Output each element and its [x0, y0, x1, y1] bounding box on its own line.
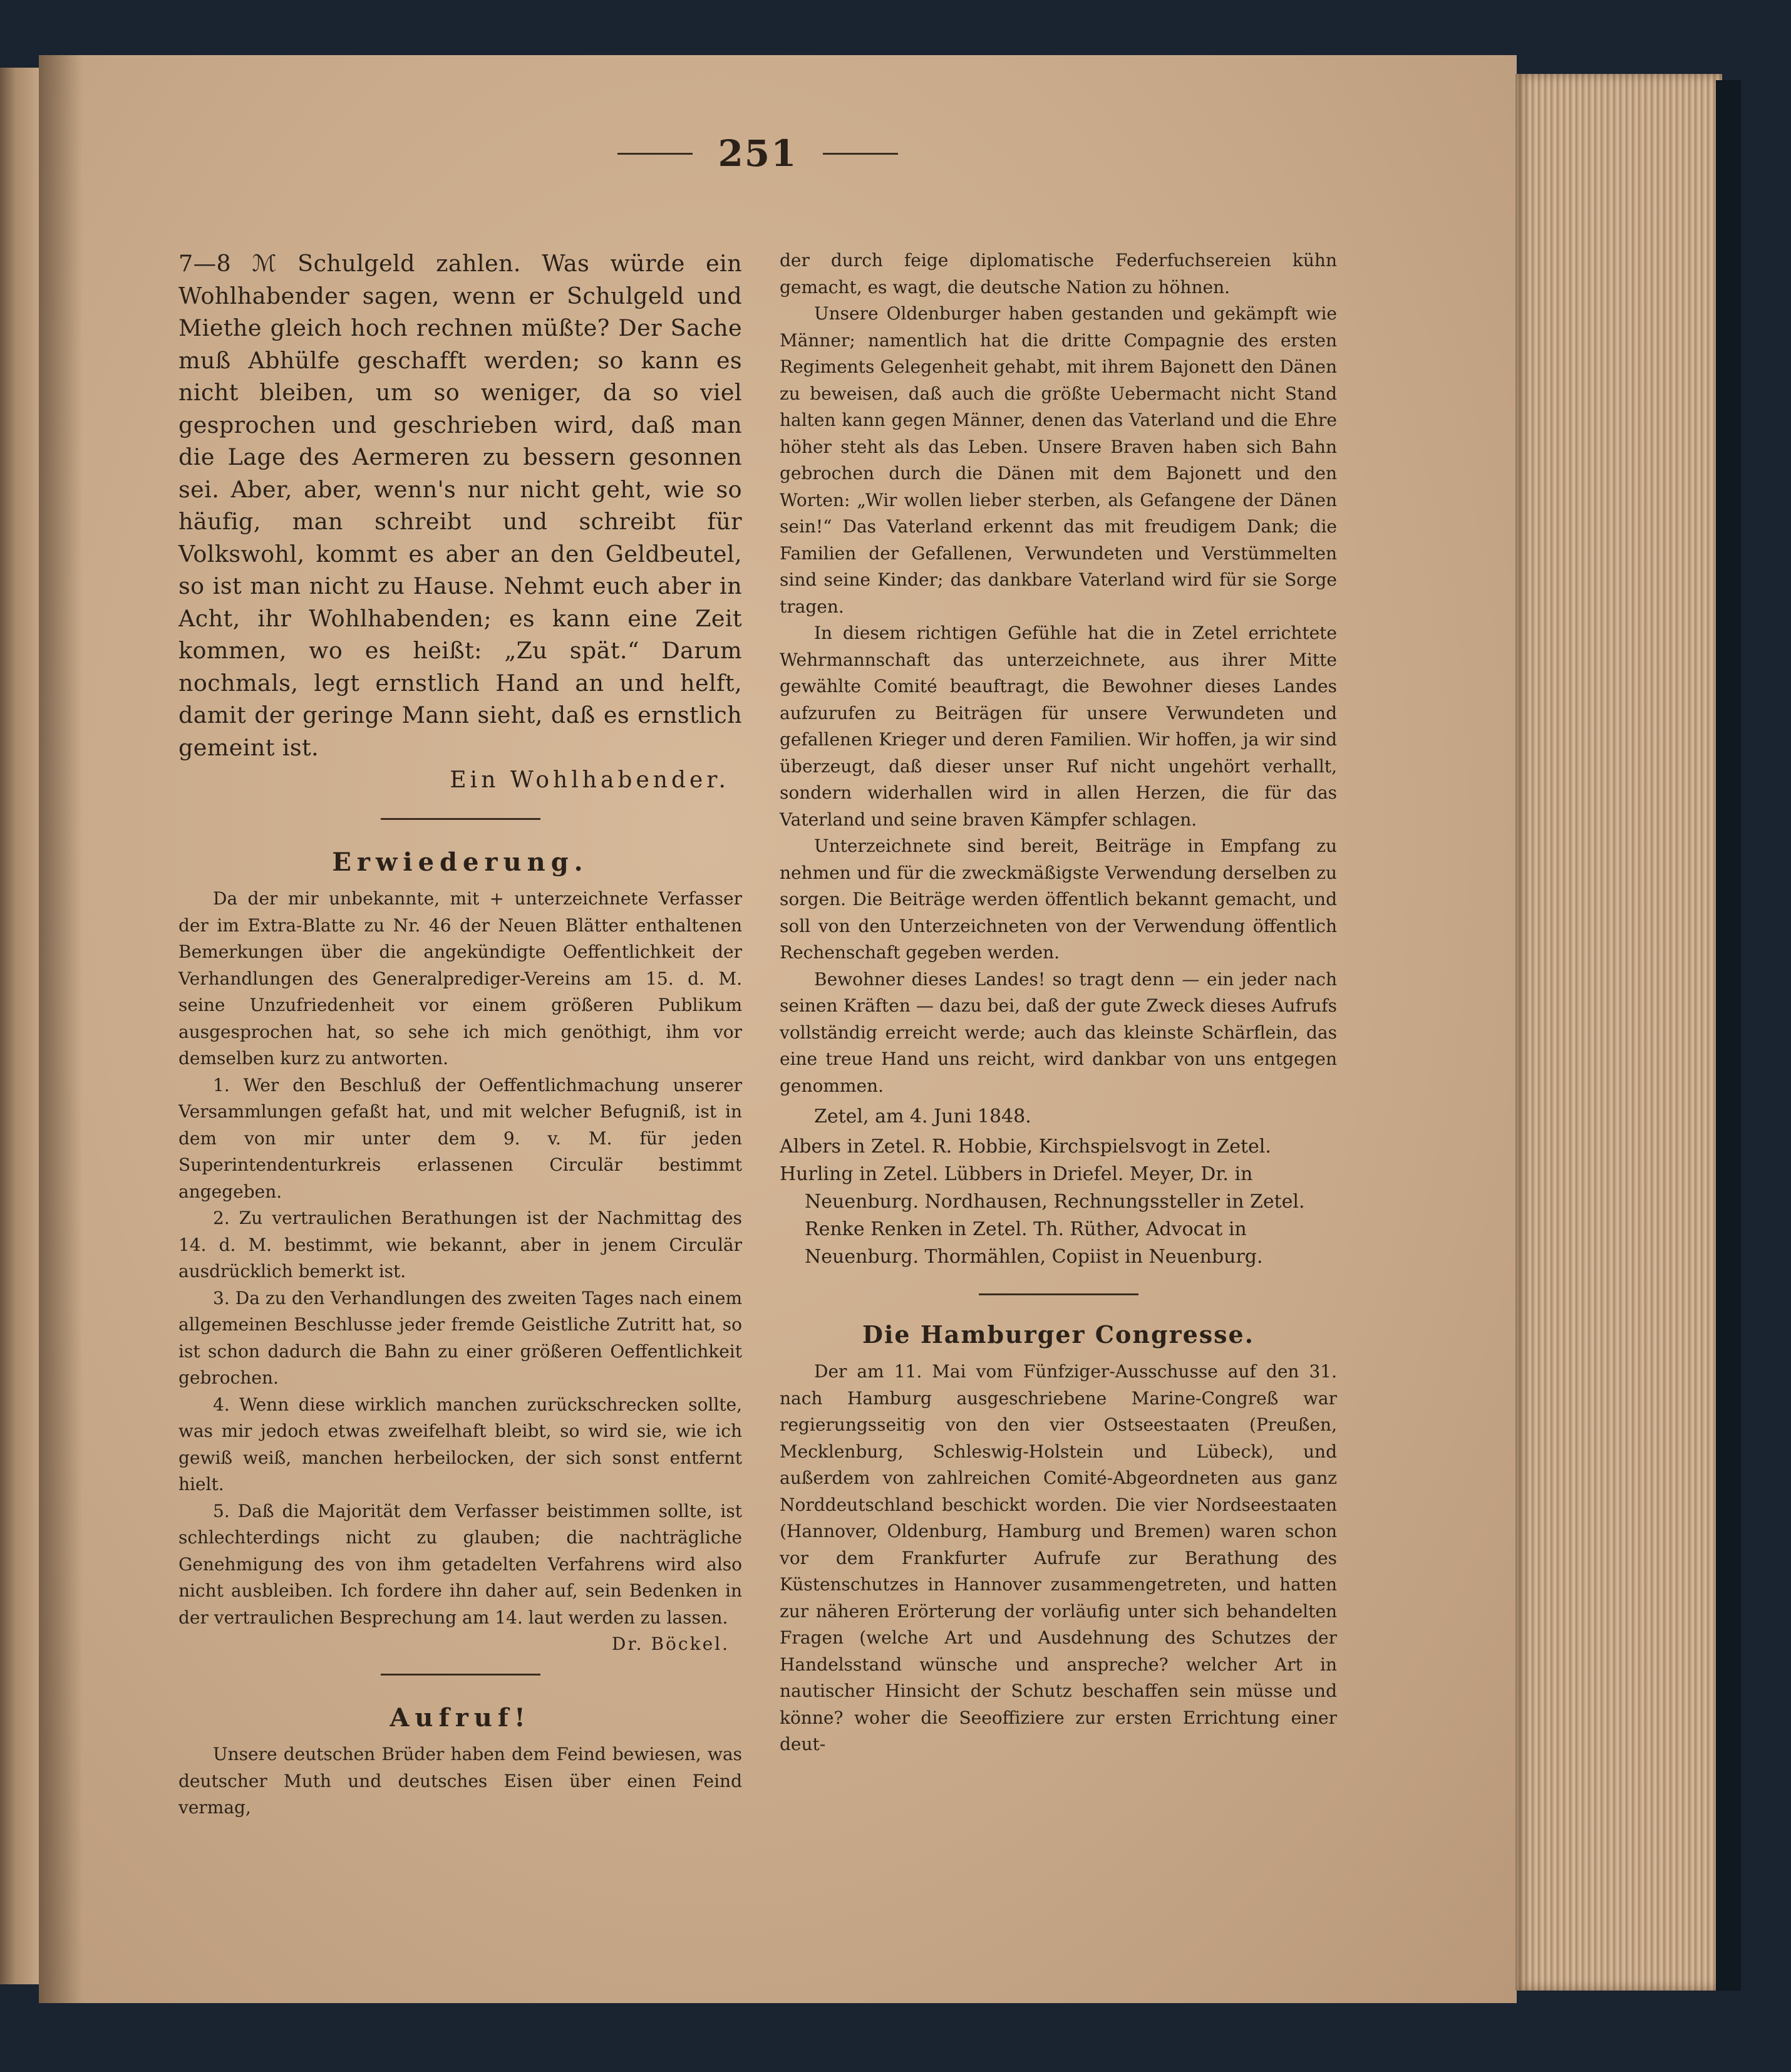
erwiederung-article: [178, 886, 742, 1657]
aufruf-oldenburger-paragraph: Unsere Oldenburger haben gestanden und gekämpft wie Männer; namentlich hat die dritte Compagnie des ersten Regiments Gelegenheit gehabt, mit ihrem Bajonett den Dänen zu beweisen, daß auch die größte Uebermacht nicht Stand halten kann gegen Männer, denen das Vaterland und die Ehre höher steht als das Leben. Unsere Braven haben sich Bahn gebrochen durch die Dänen mit dem Bajonett und den Worten: „Wir wollen lieber sterben, als Gefangene der Dänen sein!“ Das Vaterland erkennt das mit freudigem Dank; die Familien der Gefallenen, Verwundeten und Verstümmelten sind seine Kinder; das dankbare Vaterland wird für sie Sorge tragen.: [780, 303, 1337, 617]
aufruf-article-start: [178, 1741, 742, 1821]
book-gutter-shadow: [39, 55, 83, 2003]
aufruf-gefuehl-paragraph: In diesem richtigen Gefühle hat die in Zetel errichtete Wehrmannschaft das unterzeichnete, aus ihrer Mitte gewählte Comité beauftragt, die Bewohner dieses Landes aufzurufen zu Beiträgen für unsere Verwundeten und gefallenen Krieger und deren Familien. Wir hoffen, ja wir sind überzeugt, daß dieser unser Ruf nicht ungehört verhallt, sondern widerhallen wird in allen Herzen, die für das Vaterland und seine braven Kämpfer schlagen.: [780, 623, 1337, 830]
left-column: [178, 247, 742, 1821]
aufruf-article-continued: [780, 247, 1337, 1099]
opening-article: [178, 247, 742, 793]
aufruf-signatories: [780, 1133, 1337, 1271]
erwiederung-intro: Da der mir unbekannte, mit + unterzeichnete Verfasser der im Extra-Blatte zu Nr. 46 der Neuen Blätter enthaltenen Bemerkungen über die angekündigte Oeffentlichkeit der Verhandlungen des Generalprediger-Vereins am 15. d. M. seine Unzufriedenheit vor einem größeren Publikum ausgesprochen hat, so sehe ich mich genöthigt, ihm vor demselben kurz zu antworten.: [178, 888, 742, 1069]
book-cover-edge: [1716, 80, 1741, 1991]
aufruf-beitraege-paragraph: Unterzeichnete sind bereit, Beiträge in Empfang zu nehmen und für die zweckmäßigste Verwendung derselben zu sorgen. Die Beiträge werden öffentlich bekannt gemacht, und soll von den Unterzeichneten von der Verwendung öffentlich Rechenschaft gegeben werden.: [780, 836, 1337, 963]
signatory-line: Renke Renken in Zetel. Th. Rüther, Advocat in: [805, 1218, 1247, 1240]
signatory-line: Neuenburg. Thormählen, Copiist in Neuenburg.: [805, 1246, 1263, 1268]
hamburger-article: [780, 1359, 1337, 1758]
header-rule-right: [823, 153, 898, 155]
previous-page-edge: [0, 68, 39, 1984]
header-rule-left: [617, 153, 693, 155]
page-header: [601, 125, 914, 182]
hamburger-text: Der am 11. Mai vom Fünfziger-Ausschusse auf den 31. nach Hamburg ausgeschriebene Marine-Congreß war regierungsseitig von den vier Ostseestaaten (Preußen, Mecklenburg, Schleswig-Holstein und Lübeck), und außerdem von zahlreichen Comité-Abgeordneten aus ganz Norddeutschland beschickt worden. Die vier Nordseestaaten (Hannover, Oldenburg, Hamburg und Bremen) waren schon vor dem Frankfurter Aufrufe zur Berathung des Küstenschutzes in Hannover zusammengetreten, und hatten zur näheren Erörterung der vorläufig unter sich behandelten Fragen (welche Art und Ausdehnung des Schutzes der Handelsstand wünsche und anspreche? welcher Art in nautischer Hinsicht der Schutz beschaffen sein müsse und könne? woher die Seeoffiziere zur ersten Errichtung einer deut-: [780, 1361, 1337, 1754]
signatory-line: Albers in Zetel. R. Hobbie, Kirchspielsvogt in Zetel.: [780, 1136, 1271, 1158]
signatory-line: Neuenburg. Nordhausen, Rechnungssteller in Zetel.: [805, 1191, 1305, 1213]
aufruf-title: Aufruf!: [390, 1703, 531, 1733]
signatory-line: Hurling in Zetel. Lübbers in Driefel. Meyer, Dr. in: [780, 1163, 1253, 1185]
hamburger-title: Die Hamburger Congresse.: [862, 1320, 1254, 1349]
right-column: [780, 247, 1337, 1758]
erwiederung-title: Erwiederung.: [332, 847, 589, 877]
erwiederung-point-2: 2. Zu vertraulichen Berathungen ist der Nachmittag des 14. d. M. bestimmt, wie bekannt, aber in jenem Circulär ausdrücklich bemerkt ist.: [178, 1208, 742, 1282]
opening-signature: Ein Wohlhabender.: [450, 767, 730, 793]
erwiederung-point-3: 3. Da zu den Verhandlungen des zweiten Tages nach einem allgemeinen Beschlusse jeder fremde Geistliche Zutritt hat, so ist schon dadurch die Bahn zu einer größeren Oeffentlichkeit gebrochen.: [178, 1287, 742, 1388]
erwiederung-point-4: 4. Wenn diese wirklich manchen zurückschrecken sollte, was mir jedoch etwas zweifelhaft bleibt, so wird sie, wie ich gewiß weiß, manchen herbeilocken, der sich sonst entfernt hielt.: [178, 1394, 742, 1494]
page-block-edges: [1515, 74, 1722, 1991]
aufruf-bewohner-paragraph: Bewohner dieses Landes! so tragt denn — ein jeder nach seinen Kräften — dazu bei, daß der gute Zweck dieses Aufrufs vollständig erreicht werde; auch das kleinste Schärflein, das eine treue Hand uns reicht, wird dankbar von uns entgegen genommen.: [780, 968, 1337, 1096]
erwiederung-signature: Dr. Böckel.: [611, 1634, 730, 1654]
aufruf-date-line: Zetel, am 4. Juni 1848.: [814, 1106, 1031, 1127]
aufruf-text-continued: der durch feige diplomatische Federfuchsereien kühn gemacht, es wagt, die deutsche Nation zu höhnen.: [780, 250, 1337, 298]
aufruf-text-start: Unsere deutschen Brüder haben dem Feind bewiesen, was deutscher Muth und deutsches Eisen über einen Feind vermag,: [178, 1744, 742, 1818]
opening-text: 7—8 ℳ Schulgeld zahlen. Was würde ein Wohlhabender sagen, wenn er Schulgeld und Miethe gleich hoch rechnen müßte? Der Sache muß Abhülfe geschafft werden; so kann es nicht bleiben, um so weniger, da so viel gesprochen und geschrieben wird, daß man die Lage des Aermeren zu bessern gesonnen sei. Aber, aber, wenn's nur nicht geht, wie so häufig, man schreibt und schreibt für Volkswohl, kommt es aber an den Geldbeutel, so ist man nicht zu Hause. Nehmt euch aber in Acht, ihr Wohlhabenden; es kann eine Zeit kommen, wo es heißt: „Zu spät.“ Darum nochmals, legt ernstlich Hand an und helft, damit der geringe Mann sieht, daß es ernstlich gemeint ist.: [178, 250, 742, 761]
page-number: 251: [718, 132, 798, 175]
erwiederung-point-5: 5. Daß die Majorität dem Verfasser beistimmen sollte, ist schlechterdings nicht zu glauben; die nachträgliche Genehmigung des von ihm getadelten Verfahrens wird also nicht ausbleiben. Ich fordere ihn daher auf, sein Bedenken in der vertraulichen Besprechung am 14. laut werden zu lassen.: [178, 1500, 742, 1628]
erwiederung-point-1: 1. Wer den Beschluß der Oeffentlichmachung unserer Versammlungen gefaßt hat, und mit welcher Befugniß, ist in dem von mir unter dem 9. v. M. für jeden Superintendenturkreis erlassenen Circulär bestimmt angegeben.: [178, 1074, 742, 1202]
